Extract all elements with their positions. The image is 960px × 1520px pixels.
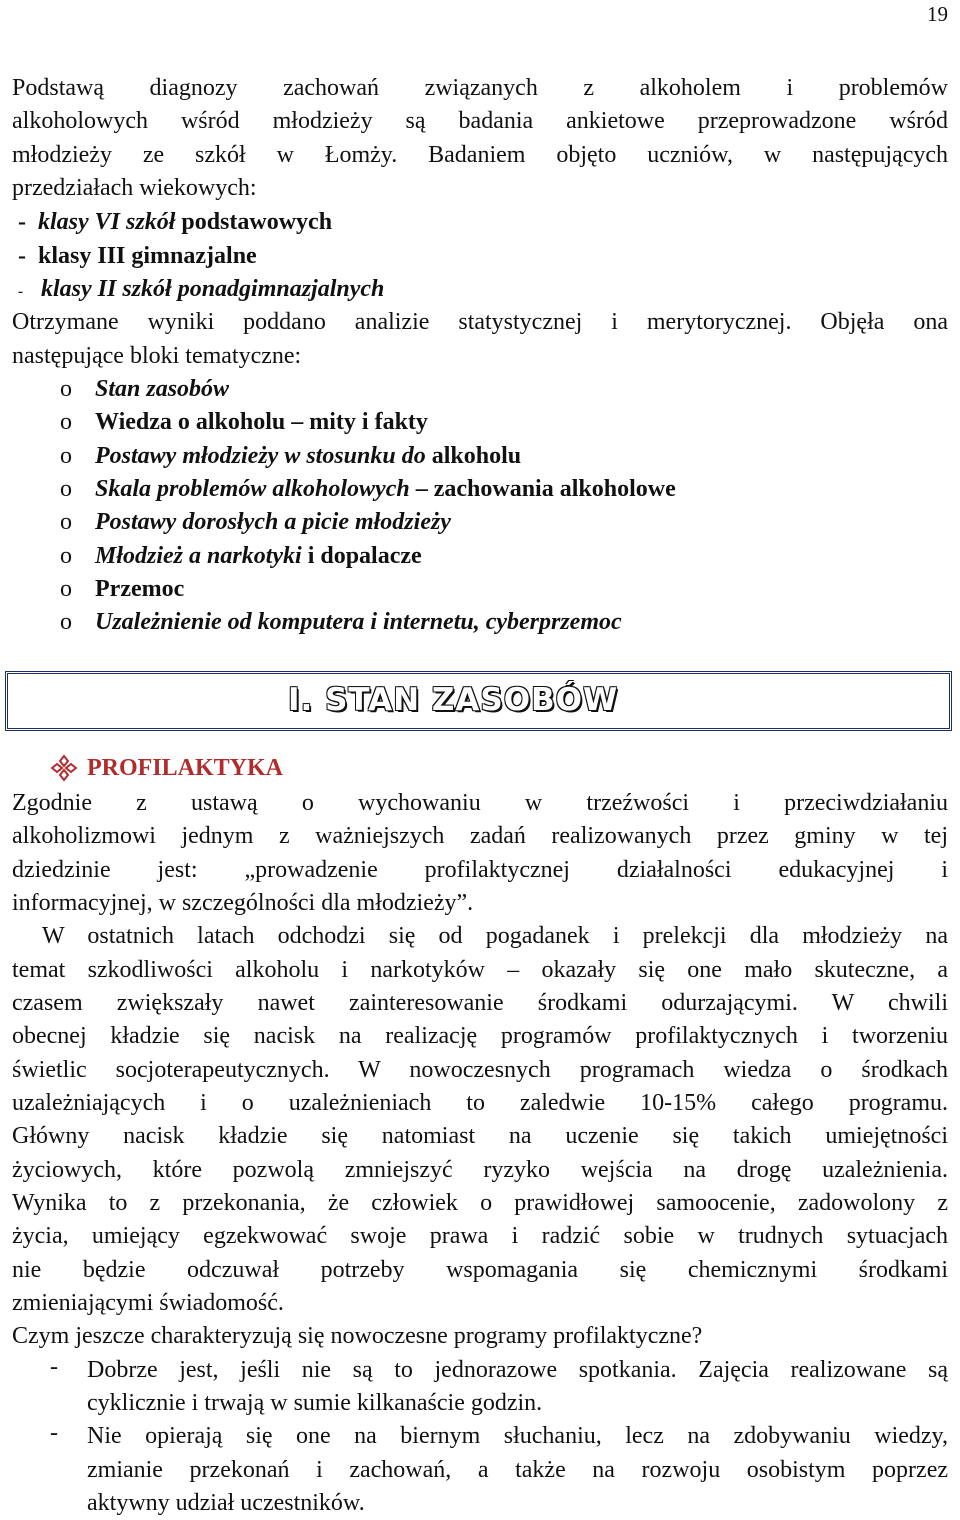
topic-italic: Stan zasobów: [95, 376, 230, 402]
topic-italic: Skala problemów alkoholowych: [95, 476, 410, 502]
topic-italic: Młodzież a narkotyki: [95, 543, 302, 569]
age-group-italic: klasy II szkół ponadgimnazjalnych: [41, 276, 385, 302]
para2-line: W ostatnich latach odchodzi się od pogadanek i prelekcji dla młodzieży na: [42, 923, 948, 949]
para1-line: informacyjnej, w szczególności dla młodzieży”.: [12, 890, 474, 916]
para1-line: alkoholizmowi jednym z ważniejszych zadań realizowanych przez gminy w tej: [12, 823, 948, 849]
diamond-bullet-icon: [50, 754, 78, 782]
topic-italic: Postawy młodzieży w stosunku do: [95, 443, 426, 469]
topic-item: [60, 440, 522, 473]
age-group-item: [18, 240, 257, 273]
para2-line: temat szkodliwości alkoholu i narkotyków – okazały się one mało skuteczne, a: [12, 957, 948, 983]
answer-line: Dobrze jest, jeśli nie są to jednorazowe spotkania. Zajęcia realizowane są: [87, 1357, 948, 1383]
page-number: 19: [927, 2, 948, 26]
analysis-line-1: Otrzymane wyniki poddano analizie statystycznej i merytorycznej. Objęła ona: [12, 309, 948, 335]
subsection-title: PROFILAKTYKA: [87, 755, 284, 781]
intro-line-1: Podstawą diagnozy zachowań związanych z alkoholem i problemów: [12, 75, 948, 101]
section-title: I. STAN ZASOBÓW: [288, 682, 619, 718]
analysis-line-2: następujące bloki tematyczne:: [12, 343, 302, 369]
topic-item: [60, 540, 422, 573]
answer-line: Nie opierają się one na biernym słuchaniu, lecz na zdobywaniu wiedzy,: [87, 1423, 948, 1449]
bullet-marker: o: [60, 409, 72, 435]
topic-item: [60, 373, 230, 406]
dash-marker: -: [18, 284, 23, 300]
bullet-marker: o: [60, 509, 72, 535]
age-group-item: [18, 273, 384, 309]
topic-item: [60, 606, 622, 639]
topic-text: – zachowania alkoholowe: [409, 476, 676, 502]
para2-line: życia, umiejący egzekwować swoje prawa i radzić sobie w trudnych sytuacjach: [12, 1223, 948, 1249]
topic-text: Wiedza o alkoholu – mity i fakty: [95, 409, 428, 435]
intro-line-3: młodzieży ze szkół w Łomży. Badaniem objęto uczniów, w następujących: [12, 142, 948, 168]
bullet-marker: o: [60, 609, 72, 635]
intro-line-4: przedziałach wiekowych:: [12, 175, 257, 201]
bullet-marker: o: [60, 576, 72, 602]
para2-line: obecnej kładzie się nacisk na realizację programów profilaktycznych i tworzeniu: [12, 1023, 948, 1049]
topic-item: [60, 473, 676, 506]
para2-line: Wynika to z przekonania, że człowiek o prawidłowej samoocenie, zadowolony z: [12, 1190, 948, 1216]
age-group-italic: klasy VI szkół: [38, 209, 176, 235]
bullet-marker: o: [60, 376, 72, 402]
topic-text: i dopalacze: [301, 543, 422, 569]
intro-line-2: alkoholowych wśród młodzieży są badania ankietowe przeprowadzone wśród: [12, 108, 948, 134]
topic-text: Przemoc: [95, 576, 185, 602]
para1-line: dziedzinie jest: „prowadzenie profilaktycznej działalności edukacyjnej i: [12, 857, 948, 883]
answer-line: zmianie przekonań i zachowań, a także na rozwoju osobistym poprzez: [87, 1457, 948, 1483]
dash-marker: -: [50, 1354, 58, 1380]
dash-marker: -: [18, 243, 26, 269]
topic-italic: Postawy dorosłych a picie młodzieży: [95, 509, 451, 535]
para2-line: świetlic socjoterapeutycznych. W nowoczesnych programach wiedza o środkach: [12, 1057, 948, 1083]
topic-item: [60, 573, 185, 606]
para2-line: życiowych, które pozwolą zmniejszyć ryzyko wejścia na drogę uzależnienia.: [12, 1157, 948, 1183]
bullet-marker: o: [60, 543, 72, 569]
para2-line: zmieniającymi świadomość.: [12, 1290, 284, 1316]
topic-item: [60, 506, 451, 539]
para2-line: nie będzie odczuwał potrzeby wspomagania się chemicznymi środkami: [12, 1257, 948, 1283]
dash-marker: -: [18, 209, 26, 235]
age-group-text: podstawowych: [175, 209, 333, 235]
age-group-item: [18, 206, 332, 239]
dash-marker: -: [50, 1420, 58, 1446]
para2-line: czasem zwiększały nawet zainteresowanie środkami odurzającymi. W chwili: [12, 990, 948, 1016]
para2-line: Główny nacisk kładzie się natomiast na uczenie się takich umiejętności: [12, 1123, 948, 1149]
topic-italic: Uzależnienie od komputera i internetu, cyberprzemoc: [95, 609, 622, 635]
para2-line: uzależniających i o uzależnieniach to zaledwie 10-15% całego programu.: [12, 1090, 948, 1116]
answer-line: cyklicznie i trwają w sumie kilkanaście godzin.: [87, 1390, 543, 1416]
bullet-marker: o: [60, 443, 72, 469]
age-group-text: klasy III gimnazjalne: [38, 243, 257, 269]
question-line: Czym jeszcze charakteryzują się nowoczesne programy profilaktyczne?: [12, 1323, 703, 1349]
bullet-marker: o: [60, 476, 72, 502]
topic-item: [60, 406, 428, 439]
para1-line: Zgodnie z ustawą o wychowaniu w trzeźwości i przeciwdziałaniu: [12, 790, 948, 816]
topic-text: alkoholu: [425, 443, 522, 469]
answer-line: aktywny udział uczestników.: [87, 1490, 365, 1516]
